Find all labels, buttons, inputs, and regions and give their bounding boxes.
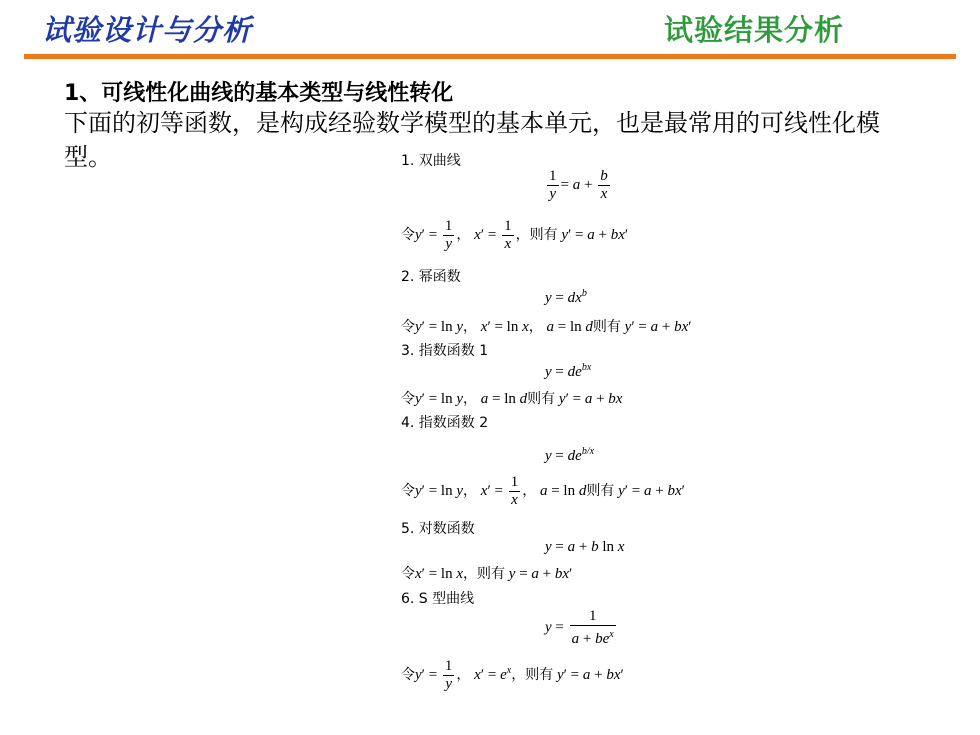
model-label-exponential-2: 4. 指数函数 2 (401, 415, 489, 431)
transform-logarithmic: 令x′ = ln x，则有 y = a + bx′ (401, 566, 573, 582)
formula-s-curve: y = $\frac{1}{a + be^x}$ (545, 608, 614, 647)
model-label-s-curve: 6. S 型曲线 (401, 591, 475, 607)
subtitle: 1、可线性化曲线的基本类型与线性转化 (64, 81, 454, 106)
transform-exponential-2: 令y′ = ln y， x′ = $\frac{1}{x}$ ， a = ln d则有 y′ = a + bx′ (401, 474, 685, 508)
transform-hyperbola: 令y′ = $\frac{1}{y}$ ， x′ = $\frac{1}{x}$ ，则有 y′ = a + bx′ (401, 218, 629, 252)
transform-power: 令y′ = ln y， x′ = ln x， a = ln d则有 y′ = a + bx′ (401, 319, 692, 335)
section-title: 试验结果分析 (664, 13, 845, 47)
header-divider (24, 54, 956, 59)
model-label-power: 2. 幂函数 (401, 269, 461, 285)
formula-exponential-1: $y = de^{bx}$ (545, 362, 592, 380)
formula-power: $y = dx^b$ (545, 288, 587, 306)
model-label-logarithmic: 5. 对数函数 (401, 521, 475, 537)
formula-logarithmic: y = a + b ln x (545, 539, 625, 555)
course-title: 试验设计与分析 (42, 13, 253, 47)
transform-s-curve: 令y′ = $\frac{1}{y}$ ， $x' = e^x$，则有 y′ = a + bx′ (401, 658, 624, 692)
intro-paragraph: 下面的初等函数，是构成经验数学模型的基本单元，也是最常用的可线性化模型。 (64, 109, 880, 171)
model-label-hyperbola: 1. 双曲线 (401, 153, 461, 169)
transform-exponential-1: 令y′ = ln y， a = ln d则有 y′ = a + bx (401, 391, 623, 407)
formula-hyperbola: $\frac{1}{y}$ = a + $\frac{b}{x}$ (549, 168, 608, 202)
model-label-exponential-1: 3. 指数函数 1 (401, 343, 489, 359)
formula-exponential-2: $y = de^{b/x}$ (545, 446, 595, 464)
